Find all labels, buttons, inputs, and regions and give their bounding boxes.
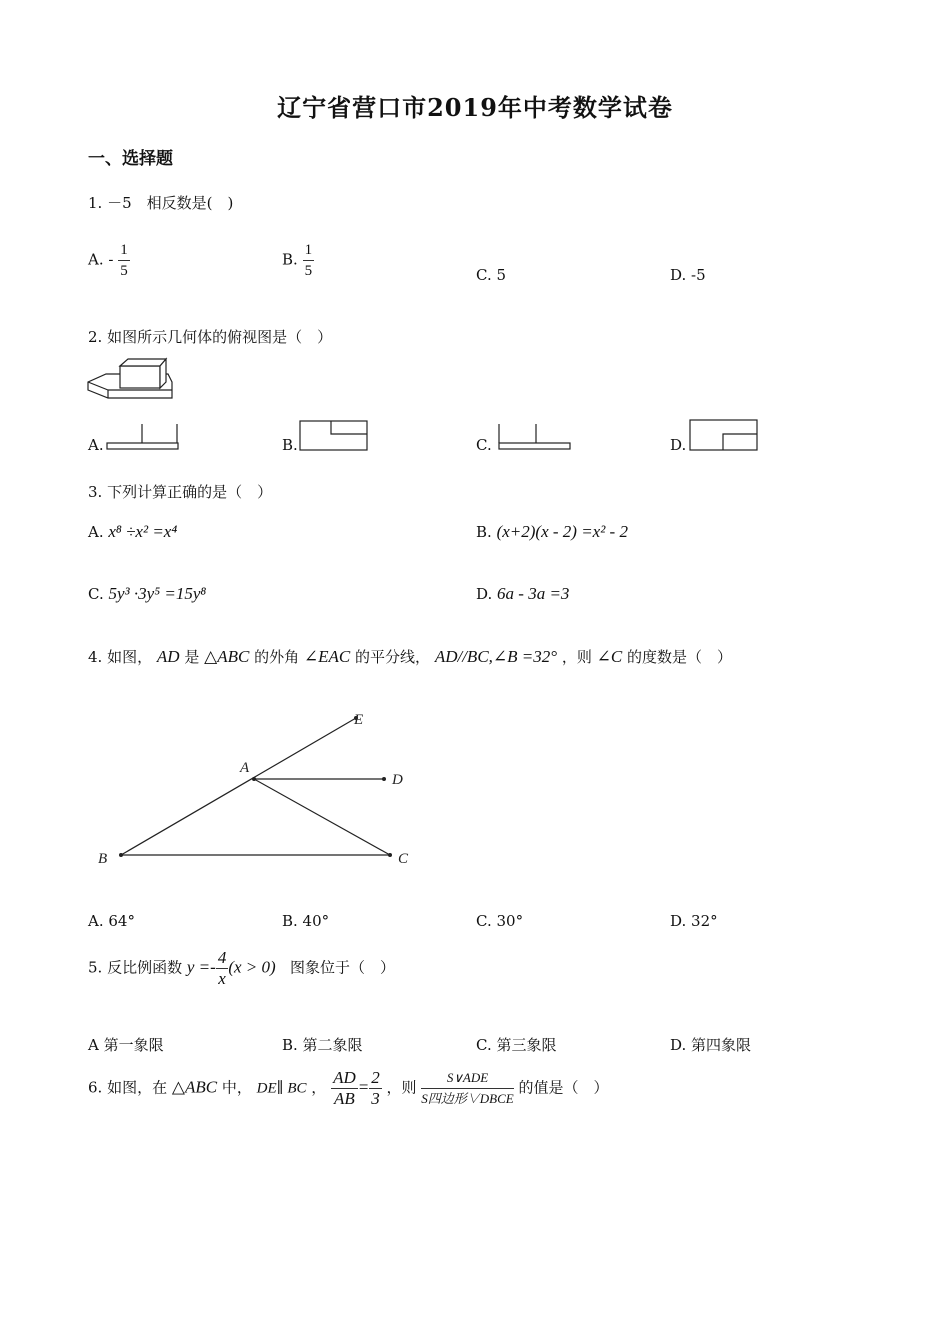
point-a — [252, 777, 256, 781]
text: ， — [311, 1078, 327, 1097]
text: 的度数是（ ） — [627, 648, 733, 666]
label-b: B — [98, 851, 108, 867]
denominator: 5 — [304, 263, 313, 279]
denominator: 5 — [120, 263, 128, 279]
q2-option-c-figure — [498, 422, 572, 452]
solid-figure — [86, 356, 178, 406]
label-e: E — [354, 712, 364, 728]
numerator: S∨ADE — [421, 1068, 513, 1089]
q3-option-d — [476, 584, 569, 604]
question-3-stem: 3. 下列计算正确的是（ ） — [88, 483, 273, 501]
option-label: C. — [476, 266, 492, 284]
numerator: 2 — [371, 1068, 380, 1087]
q2-option-d — [670, 436, 686, 454]
q2-option-c — [476, 436, 492, 454]
numerator: AD — [333, 1068, 356, 1087]
q2-option-b-figure — [299, 420, 369, 452]
q4-option-a: A. 64° — [88, 912, 135, 930]
option-label: A. — [88, 523, 104, 541]
math: AD — [156, 647, 180, 666]
option-label: D. — [670, 266, 687, 284]
option-expression: (x+2)(x - 2) =x² - 2 — [496, 522, 628, 541]
q2-option-a-figure — [106, 422, 180, 452]
option-value: -5 — [691, 266, 706, 284]
text: 的外角 — [254, 648, 300, 666]
denominator: S四边形∨DBCE — [421, 1091, 514, 1106]
q3-option-a — [88, 522, 177, 542]
q2-option-b — [282, 436, 298, 454]
question-1-stem: 1. －5 相反数是( ) — [88, 194, 234, 212]
option-label: A. — [88, 250, 104, 269]
section-heading: 一、选择题 — [88, 149, 173, 169]
option-label: B. — [476, 523, 492, 541]
q3-option-b — [476, 522, 628, 542]
option-value: 5 — [496, 266, 507, 284]
numerator: 1 — [118, 240, 130, 261]
q5-option-d: D. 第四象限 — [670, 1036, 752, 1054]
q1-option-d — [670, 266, 706, 284]
triangle-figure — [88, 704, 428, 874]
text: ，则 — [386, 1078, 417, 1097]
q5-option-b: B. 第二象限 — [282, 1036, 363, 1054]
question-5-stem — [88, 948, 395, 989]
q4-option-b: B. 40° — [282, 912, 330, 930]
page-title: 辽宁省营口市2019年中考数学试卷 — [277, 93, 673, 122]
q3-option-c — [88, 584, 206, 604]
label-a: A — [240, 760, 250, 776]
numerator: 4 — [217, 948, 227, 967]
text: 图象位于（ ） — [289, 958, 395, 977]
text: 4. 如图， — [88, 648, 153, 666]
text: 的平分线， — [355, 648, 431, 666]
text: ，则 — [561, 648, 592, 666]
text: 的值是（ ） — [518, 1078, 609, 1097]
option-label: D. — [476, 585, 493, 603]
math: AD//BC,∠B =32° — [434, 647, 558, 666]
option-label: B. — [282, 436, 298, 454]
q1-option-c — [476, 266, 506, 284]
option-label: B. — [282, 250, 298, 269]
math: = — [357, 1077, 370, 1097]
q2-option-a — [88, 436, 104, 454]
minus-sign: - — [108, 250, 114, 269]
option-expression: 6a - 3a =3 — [497, 584, 570, 603]
q5-option-a: A 第一象限 — [88, 1036, 164, 1054]
math: DE∥ BC — [256, 1080, 307, 1097]
text: 6. 如图，在 — [88, 1078, 168, 1097]
q5-option-c: C. 第三象限 — [476, 1036, 557, 1054]
option-label: A. — [88, 436, 104, 454]
q2-option-d-figure — [689, 419, 759, 452]
option-expression: x⁸ ÷x² =x⁴ — [108, 522, 178, 541]
option-label: C. — [476, 436, 492, 454]
question-4-stem — [88, 646, 732, 667]
math: ∠C — [596, 647, 623, 666]
option-label: C. — [88, 585, 104, 603]
point-d — [382, 777, 386, 781]
denominator: AB — [334, 1089, 355, 1108]
denominator: x — [218, 969, 226, 988]
text: 5. 反比例函数 — [88, 958, 183, 977]
point-c — [388, 853, 392, 857]
text: 是 — [184, 648, 200, 666]
denominator: 3 — [371, 1089, 380, 1108]
option-label: D. — [670, 436, 687, 454]
text: 中， — [221, 1078, 252, 1097]
label-d: D — [392, 772, 403, 788]
label-c: C — [398, 851, 409, 867]
math: y =- — [186, 957, 216, 977]
q4-option-c: C. 30° — [476, 912, 524, 930]
line-ac — [254, 779, 390, 855]
line-be — [121, 718, 356, 855]
q4-option-d: D. 32° — [670, 912, 718, 930]
q1-option-a — [88, 240, 130, 281]
numerator: 1 — [303, 240, 315, 261]
math: △ABC — [171, 1077, 218, 1097]
math: △ABC — [204, 647, 250, 666]
question-6-stem — [88, 1068, 609, 1109]
option-expression: 5y³ ·3y⁵ =15y⁸ — [108, 584, 207, 603]
point-b — [119, 853, 123, 857]
math: ∠EAC — [303, 647, 351, 666]
q1-option-b — [282, 240, 314, 281]
math: (x > 0) — [228, 957, 276, 977]
question-2-stem: 2. 如图所示几何体的俯视图是（ ） — [88, 328, 333, 346]
